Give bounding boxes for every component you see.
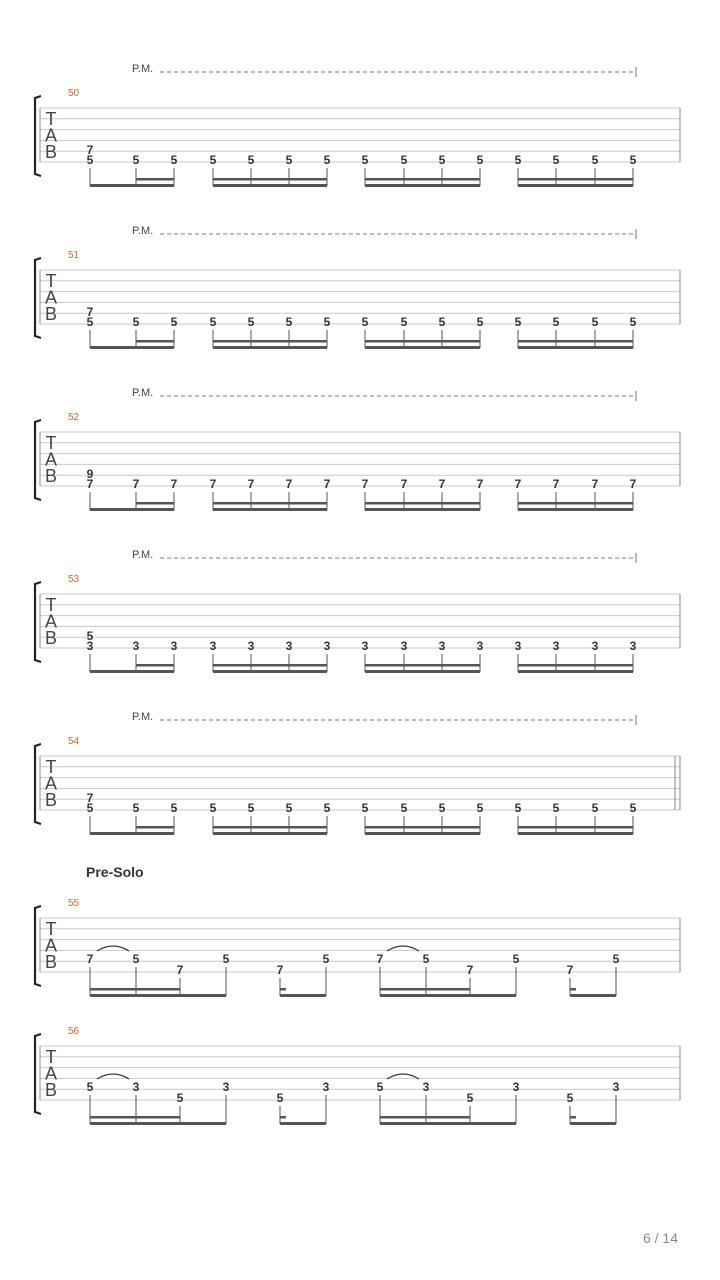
fret-number: 3: [222, 1080, 230, 1094]
secondary-beam: [90, 1116, 180, 1119]
secondary-beam: [365, 340, 480, 343]
fret-number: 3: [552, 639, 560, 653]
tab-clef-letter: A: [44, 1063, 58, 1084]
fret-number: 7: [566, 963, 574, 977]
tab-clef-letter: B: [44, 142, 58, 162]
tab-system-52: [35, 391, 680, 511]
fret-number: 5: [629, 801, 637, 815]
fret-number: 7: [86, 952, 94, 966]
palm-mute-label: P.M.: [132, 225, 154, 237]
fret-number: 5: [514, 315, 522, 329]
fret-number: 5: [322, 952, 330, 966]
fret-number: 7: [466, 963, 474, 977]
primary-beam: [365, 832, 480, 835]
fret-number: 3: [86, 639, 94, 653]
tab-clef-letter: T: [45, 1047, 57, 1067]
secondary-beam: [136, 178, 174, 181]
fret-number: 5: [170, 801, 178, 815]
tab-clef-letter: A: [44, 935, 58, 956]
fret-number: 5: [438, 153, 446, 167]
fret-number: 5: [285, 801, 293, 815]
palm-mute-label: P.M.: [132, 63, 154, 75]
tab-clef-letter: A: [44, 611, 58, 632]
measure-number: 56: [68, 1026, 80, 1037]
secondary-beam: [213, 502, 327, 505]
fret-number: 5: [438, 315, 446, 329]
fret-number: 3: [132, 639, 140, 653]
primary-beam: [280, 994, 326, 997]
fret-number: 5: [247, 315, 255, 329]
secondary-beam: [213, 664, 327, 667]
tab-clef-letter: B: [44, 466, 58, 486]
fret-number: 7: [438, 477, 446, 491]
fret-number: 5: [209, 801, 217, 815]
fret-number: 7: [170, 477, 178, 491]
primary-beam: [518, 832, 633, 835]
secondary-beam: [570, 988, 576, 991]
measure-number: 52: [68, 412, 80, 423]
secondary-beam: [518, 664, 633, 667]
section-title-pre-solo: Pre-Solo: [86, 864, 144, 880]
secondary-beam: [136, 502, 174, 505]
fret-number: 5: [86, 801, 94, 815]
palm-mute-label: P.M.: [132, 711, 154, 723]
fret-number: 5: [323, 315, 331, 329]
fret-number: 5: [247, 153, 255, 167]
fret-number: 5: [476, 315, 484, 329]
tab-clef-letter: T: [45, 433, 57, 453]
measure-number: 50: [68, 88, 80, 99]
tab-clef-letter: T: [45, 595, 57, 615]
tab-clef-letter: B: [44, 628, 58, 648]
fret-number: 3: [591, 639, 599, 653]
secondary-beam: [570, 1116, 576, 1119]
fret-number: 7: [323, 477, 331, 491]
fret-number: 5: [132, 952, 140, 966]
fret-number: 5: [86, 153, 94, 167]
tab-clef-letter: B: [44, 304, 58, 324]
tab-clef-letter: A: [44, 287, 58, 308]
secondary-beam: [280, 988, 286, 991]
secondary-beam: [280, 1116, 286, 1119]
primary-beam: [90, 994, 226, 997]
fret-number: 3: [323, 639, 331, 653]
secondary-beam: [136, 826, 174, 829]
fret-number: 5: [629, 315, 637, 329]
primary-beam: [90, 1122, 226, 1125]
secondary-beam: [213, 178, 327, 181]
fret-number: 5: [276, 1091, 284, 1105]
fret-number: 5: [400, 801, 408, 815]
primary-beam: [570, 1122, 616, 1125]
measure-number: 55: [68, 898, 80, 909]
fret-number: 7: [86, 791, 94, 805]
fret-number: 5: [285, 315, 293, 329]
primary-beam: [90, 346, 174, 349]
fret-number: 5: [591, 153, 599, 167]
fret-number: 5: [209, 315, 217, 329]
fret-number: 7: [361, 477, 369, 491]
primary-beam: [90, 670, 174, 673]
secondary-beam: [365, 664, 480, 667]
fret-number: 5: [86, 1080, 94, 1094]
fret-number: 5: [132, 315, 140, 329]
primary-beam: [365, 670, 480, 673]
tab-system-50: [35, 67, 680, 187]
page-number: 6 / 14: [642, 1230, 678, 1246]
fret-number: 5: [514, 801, 522, 815]
fret-number: 5: [552, 801, 560, 815]
fret-number: 3: [629, 639, 637, 653]
fret-number: 5: [170, 315, 178, 329]
palm-mute-label: P.M.: [132, 549, 154, 561]
fret-number: 3: [361, 639, 369, 653]
tab-system-54: [35, 715, 680, 835]
secondary-beam: [136, 340, 174, 343]
fret-number: 7: [132, 477, 140, 491]
fret-number: 3: [438, 639, 446, 653]
fret-number: 7: [276, 963, 284, 977]
fret-number: 7: [376, 952, 384, 966]
fret-number: 7: [86, 477, 94, 491]
fret-number: 7: [285, 477, 293, 491]
tab-clef-letter: A: [44, 125, 58, 146]
primary-beam: [365, 346, 480, 349]
fret-number: 3: [170, 639, 178, 653]
fret-number: 5: [629, 153, 637, 167]
tab-clef-letter: T: [45, 271, 57, 291]
fret-number: 7: [400, 477, 408, 491]
fret-number: 5: [361, 153, 369, 167]
measure-number: 54: [68, 736, 80, 747]
primary-beam: [90, 184, 174, 187]
fret-number: 5: [209, 153, 217, 167]
fret-number: 3: [512, 1080, 520, 1094]
fret-number: 7: [476, 477, 484, 491]
fret-number: 7: [209, 477, 217, 491]
fret-number: 5: [376, 1080, 384, 1094]
fret-number: 3: [132, 1080, 140, 1094]
fret-number: 5: [566, 1091, 574, 1105]
secondary-beam: [518, 178, 633, 181]
fret-number: 3: [476, 639, 484, 653]
tab-clef-letter: B: [44, 952, 58, 972]
measure-number: 51: [68, 250, 80, 261]
primary-beam: [380, 994, 516, 997]
tab-clef-letter: T: [45, 109, 57, 129]
primary-beam: [90, 832, 174, 835]
secondary-beam: [518, 826, 633, 829]
tab-clef-letter: B: [44, 790, 58, 810]
fret-number: 5: [514, 153, 522, 167]
fret-number: 7: [176, 963, 184, 977]
secondary-beam: [518, 502, 633, 505]
tab-system-53: [35, 553, 680, 673]
tab-clef-letter: A: [44, 449, 58, 470]
secondary-beam: [365, 826, 480, 829]
primary-beam: [365, 184, 480, 187]
fret-number: 5: [86, 315, 94, 329]
fret-number: 5: [132, 801, 140, 815]
fret-number: 5: [552, 315, 560, 329]
tab-clef-letter: T: [45, 919, 57, 939]
fret-number: 5: [400, 315, 408, 329]
fret-number: 5: [176, 1091, 184, 1105]
primary-beam: [518, 346, 633, 349]
fret-number: 9: [86, 467, 94, 481]
primary-beam: [90, 508, 174, 511]
tab-system-51: [35, 229, 680, 349]
fret-number: 5: [591, 801, 599, 815]
primary-beam: [213, 346, 327, 349]
fret-number: 7: [86, 143, 94, 157]
fret-number: 5: [170, 153, 178, 167]
fret-number: 5: [476, 801, 484, 815]
fret-number: 3: [322, 1080, 330, 1094]
primary-beam: [518, 670, 633, 673]
tab-clef-letter: B: [44, 1080, 58, 1100]
fret-number: 5: [612, 952, 620, 966]
secondary-beam: [365, 178, 480, 181]
primary-beam: [213, 670, 327, 673]
fret-number: 7: [86, 305, 94, 319]
secondary-beam: [90, 988, 180, 991]
secondary-beam: [213, 826, 327, 829]
fret-number: 7: [629, 477, 637, 491]
fret-number: 5: [591, 315, 599, 329]
fret-number: 5: [552, 153, 560, 167]
fret-number: 5: [323, 801, 331, 815]
fret-number: 5: [438, 801, 446, 815]
fret-number: 5: [361, 315, 369, 329]
secondary-beam: [380, 988, 470, 991]
palm-mute-label: P.M.: [132, 387, 154, 399]
primary-beam: [518, 184, 633, 187]
fret-number: 5: [400, 153, 408, 167]
secondary-beam: [380, 1116, 470, 1119]
fret-number: 5: [86, 629, 94, 643]
fret-number: 5: [476, 153, 484, 167]
fret-number: 5: [422, 952, 430, 966]
secondary-beam: [518, 340, 633, 343]
primary-beam: [380, 1122, 516, 1125]
fret-number: 7: [514, 477, 522, 491]
fret-number: 5: [323, 153, 331, 167]
primary-beam: [280, 1122, 326, 1125]
fret-number: 5: [361, 801, 369, 815]
fret-number: 5: [466, 1091, 474, 1105]
fret-number: 5: [132, 153, 140, 167]
fret-number: 7: [247, 477, 255, 491]
fret-number: 3: [209, 639, 217, 653]
primary-beam: [365, 508, 480, 511]
secondary-beam: [365, 502, 480, 505]
fret-number: 3: [612, 1080, 620, 1094]
fret-number: 3: [247, 639, 255, 653]
fret-number: 3: [514, 639, 522, 653]
fret-number: 5: [247, 801, 255, 815]
tab-clef-letter: T: [45, 757, 57, 777]
primary-beam: [213, 508, 327, 511]
primary-beam: [518, 508, 633, 511]
fret-number: 5: [285, 153, 293, 167]
primary-beam: [213, 184, 327, 187]
fret-number: 3: [285, 639, 293, 653]
primary-beam: [213, 832, 327, 835]
fret-number: 3: [422, 1080, 430, 1094]
secondary-beam: [213, 340, 327, 343]
tab-clef-letter: A: [44, 773, 58, 794]
fret-number: 7: [591, 477, 599, 491]
measure-number: 53: [68, 574, 80, 585]
fret-number: 5: [222, 952, 230, 966]
secondary-beam: [136, 664, 174, 667]
fret-number: 3: [400, 639, 408, 653]
fret-number: 7: [552, 477, 560, 491]
fret-number: 5: [512, 952, 520, 966]
primary-beam: [570, 994, 616, 997]
